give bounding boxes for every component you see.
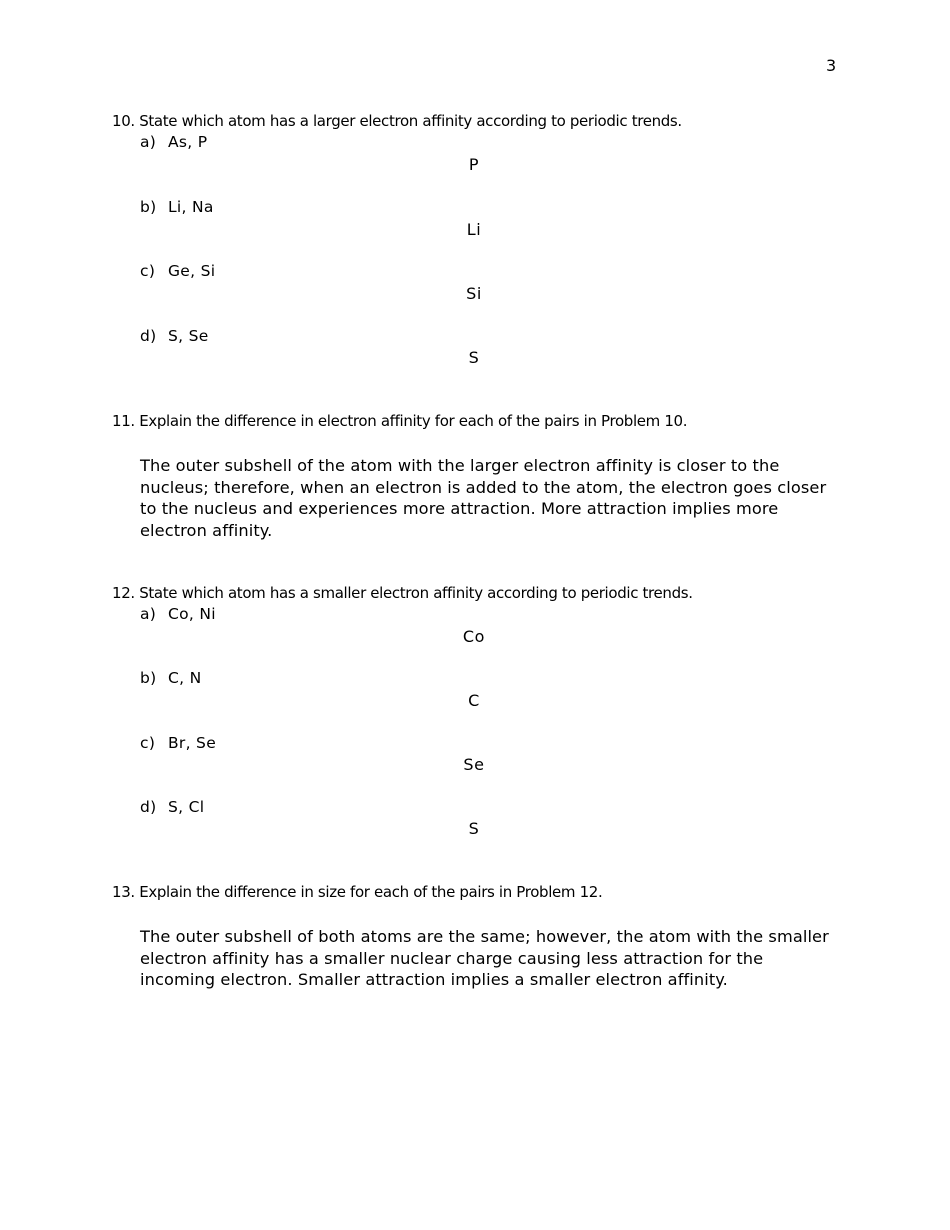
question-12: 12. State which atom has a smaller electron affinity according to periodic trends. [112,584,693,602]
option-pair: Br, Se [168,734,217,752]
q12-answer-b: C [468,691,480,710]
q11-answer: The outer subshell of the atom with the larger electron affinity is closer to the nucleus; therefore, when an electron is added to the atom, the electron goes closer to the nucleus and experiences more attraction. More attraction implies more electron affinity. [140,456,827,540]
q12-answer-d: S [468,819,480,838]
q13-answer: The outer subshell of both atoms are the same; however, the atom with the smaller electron affinity has a smaller nuclear charge causing less attraction for the incoming electron. Smaller attraction implies a smaller electron affinity. [140,927,829,989]
q12-option-c [140,734,216,752]
option-label: d) [140,327,157,345]
q12-answer-a: Co [462,627,486,646]
question-11: 11. Explain the difference in electron affinity for each of the pairs in Problem 10. [112,412,688,430]
page-number: 3 [826,56,837,75]
q10-answer-d: S [468,348,480,367]
q12-answer-c: Se [463,755,485,774]
option-pair: S, Cl [168,798,205,816]
option-pair: S, Se [168,327,209,345]
q10-option-a [140,133,207,151]
option-pair: Co, Ni [168,605,216,623]
q10-option-b [140,198,214,216]
q10-option-d [140,327,209,345]
q10-option-c [140,262,215,280]
question-10: 10. State which atom has a larger electron affinity according to periodic trends. [112,112,682,130]
option-label: b) [140,669,157,687]
q12-option-a [140,605,216,623]
q12-option-b [140,669,201,687]
option-label: a) [140,133,157,151]
option-label: d) [140,798,157,816]
q12-option-d [140,798,204,816]
question-13: 13. Explain the difference in size for each of the pairs in Problem 12. [112,883,603,901]
q10-answer-b: Li [466,220,482,239]
option-pair: C, N [168,669,202,687]
q10-answer-a: P [468,155,480,174]
option-pair: Li, Na [168,198,214,216]
option-label: c) [140,734,156,752]
option-pair: Ge, Si [168,262,216,280]
option-label: a) [140,605,157,623]
q10-answer-c: Si [466,284,482,303]
option-label: b) [140,198,157,216]
option-pair: As, P [168,133,208,151]
option-label: c) [140,262,156,280]
